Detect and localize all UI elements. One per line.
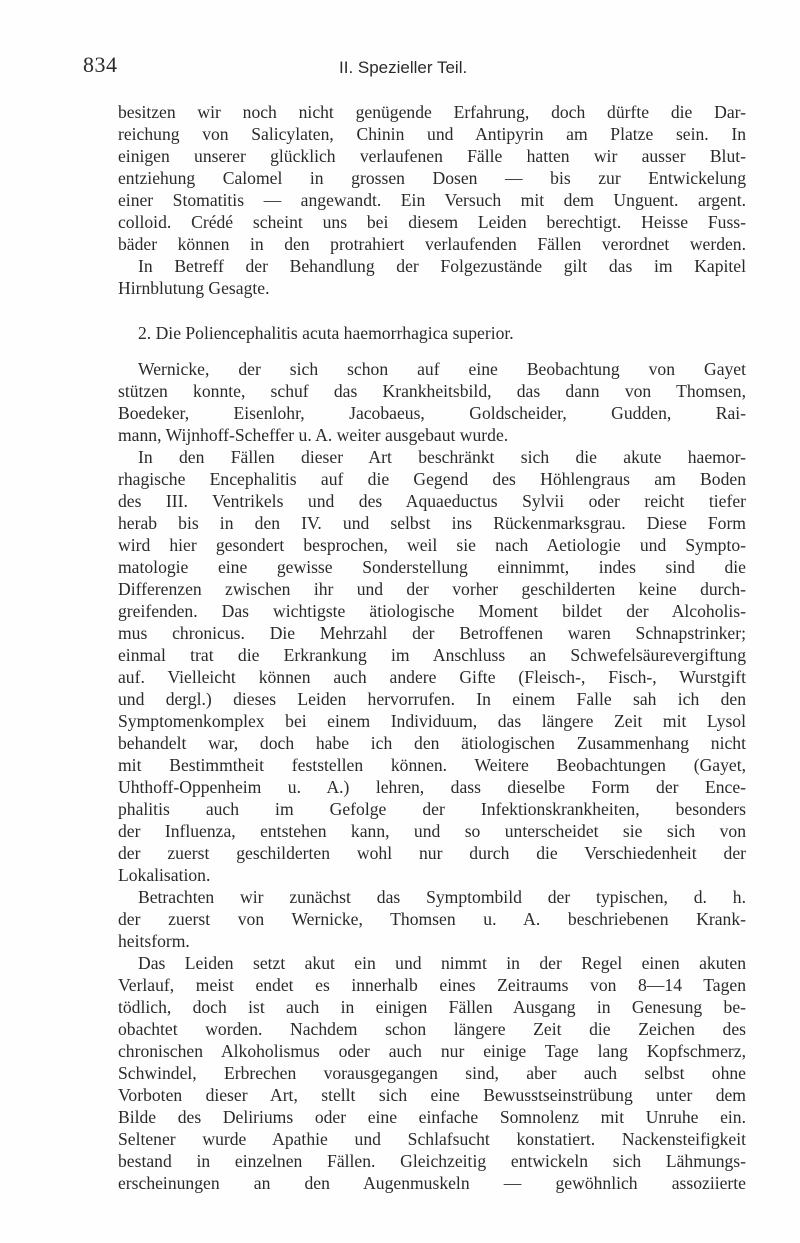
body-text: [118, 101, 746, 1194]
text-line: In den Fällen dieser Art beschränkt sich die akute haemor-: [138, 447, 746, 467]
text-line: tödlich, doch ist auch in einigen Fällen Ausgang in Genesung be-: [118, 997, 746, 1017]
text-line: Differenzen zwischen ihr und der vorher geschilderten keine durch-: [118, 579, 746, 599]
text-line: chronischen Alkoholismus oder auch nur einige Tage lang Kopfschmerz,: [118, 1041, 746, 1061]
text-line: Symptomenkomplex bei einem Individuum, das längere Zeit mit Lysol: [118, 711, 746, 731]
text-line: mit Bestimmtheit feststellen können. Weitere Beobachtungen (Gayet,: [118, 755, 746, 775]
text-line: einmal trat die Erkrankung im Anschluss an Schwefelsäurevergiftung: [118, 645, 746, 665]
text-line: obachtet worden. Nachdem schon längere Zeit die Zeichen des: [118, 1019, 746, 1039]
text-line: des III. Ventrikels und des Aquaeductus Sylvii oder reicht tiefer: [118, 491, 746, 511]
text-line: Seltener wurde Apathie und Schlafsucht konstatiert. Nackensteifigkeit: [118, 1129, 746, 1149]
page-header: [0, 52, 800, 80]
text-line: heitsform.: [118, 931, 190, 951]
text-line: matologie eine gewisse Sonderstellung einnimmt, indes sind die: [118, 557, 746, 577]
text-line: stützen konnte, schuf das Krankheitsbild, das dann von Thomsen,: [118, 381, 746, 401]
text-line: einigen unserer glücklich verlaufenen Fälle hatten wir ausser Blut-: [118, 146, 746, 166]
text-line: einer Stomatitis — angewandt. Ein Versuch mit dem Unguent. argent.: [118, 190, 746, 210]
text-line: In Betreff der Behandlung der Folgezustände gilt das im Kapitel: [138, 256, 746, 276]
text-line: Uhthoff-Oppenheim u. A.) lehren, dass dieselbe Form der Ence-: [118, 777, 746, 797]
text-line: greifenden. Das wichtigste ätiologische Moment bildet der Alcoholis-: [118, 601, 746, 621]
text-line: rhagische Encephalitis auf die Gegend des Höhlengraus am Boden: [118, 469, 746, 489]
text-line: mus chronicus. Die Mehrzahl der Betroffenen waren Schnapstrinker;: [118, 623, 746, 643]
text-line: auf. Vielleicht können auch andere Gifte (Fleisch-, Fisch-, Wurstgift: [118, 667, 746, 687]
text-line: Lokalisation.: [118, 865, 211, 885]
text-line: Bilde des Deliriums oder eine einfache Somnolenz mit Unruhe ein.: [118, 1107, 746, 1127]
text-line: colloid. Crédé scheint uns bei diesem Leiden berechtigt. Heisse Fuss-: [118, 212, 746, 232]
text-line: Hirnblutung Gesagte.: [118, 278, 270, 298]
text-line: phalitis auch im Gefolge der Infektionskrankheiten, besonders: [118, 799, 746, 819]
page-number: 834: [83, 52, 118, 77]
text-line: behandelt war, doch habe ich den ätiologischen Zusammenhang nicht: [118, 733, 746, 753]
text-line: reichung von Salicylaten, Chinin und Antipyrin am Platze sein. In: [118, 124, 746, 144]
text-line: bestand in einzelnen Fällen. Gleichzeitig entwickeln sich Lähmungs-: [118, 1151, 746, 1171]
text-line: mann, Wijnhoff-Scheffer u. A. weiter ausgebaut wurde.: [118, 425, 509, 445]
text-line: entziehung Calomel in grossen Dosen — bis zur Entwickelung: [118, 168, 746, 188]
text-line: besitzen wir noch nicht genügende Erfahrung, doch dürfte die Dar-: [118, 102, 746, 122]
text-line: Schwindel, Erbrechen vorausgegangen sind, aber auch selbst ohne: [118, 1063, 746, 1083]
text-line: der zuerst geschilderten wohl nur durch die Verschiedenheit der: [118, 843, 746, 863]
text-line: wird hier gesondert besprochen, weil sie nach Aetiologie und Sympto-: [118, 535, 746, 555]
text-line: herab bis in den IV. und selbst ins Rückenmarksgrau. Diese Form: [118, 513, 746, 533]
text-line: Verlauf, meist endet es innerhalb eines Zeitraums von 8—14 Tagen: [118, 975, 746, 995]
text-line: erscheinungen an den Augenmuskeln — gewöhnlich assoziierte: [118, 1173, 746, 1193]
text-line: Betrachten wir zunächst das Symptombild der typischen, d. h.: [138, 887, 746, 907]
section-heading: 2. Die Poliencephalitis acuta haemorrhagica superior.: [138, 323, 514, 343]
text-line: der zuerst von Wernicke, Thomsen u. A. beschriebenen Krank-: [118, 909, 746, 929]
text-line: und dergl.) dieses Leiden hervorrufen. In einem Falle sah ich den: [118, 689, 746, 709]
running-head: II. Spezieller Teil.: [339, 58, 468, 77]
text-line: Wernicke, der sich schon auf eine Beobachtung von Gayet: [138, 359, 746, 379]
text-line: Vorboten dieser Art, stellt sich eine Bewusstseinstrübung unter dem: [118, 1085, 746, 1105]
text-line: Das Leiden setzt akut ein und nimmt in der Regel einen akuten: [138, 953, 746, 973]
text-line: der Influenza, entstehen kann, und so unterscheidet sie sich von: [118, 821, 746, 841]
text-line: bäder können in den protrahiert verlaufenden Fällen verordnet werden.: [118, 234, 746, 254]
text-line: Boedeker, Eisenlohr, Jacobaeus, Goldscheider, Gudden, Rai-: [118, 403, 746, 423]
